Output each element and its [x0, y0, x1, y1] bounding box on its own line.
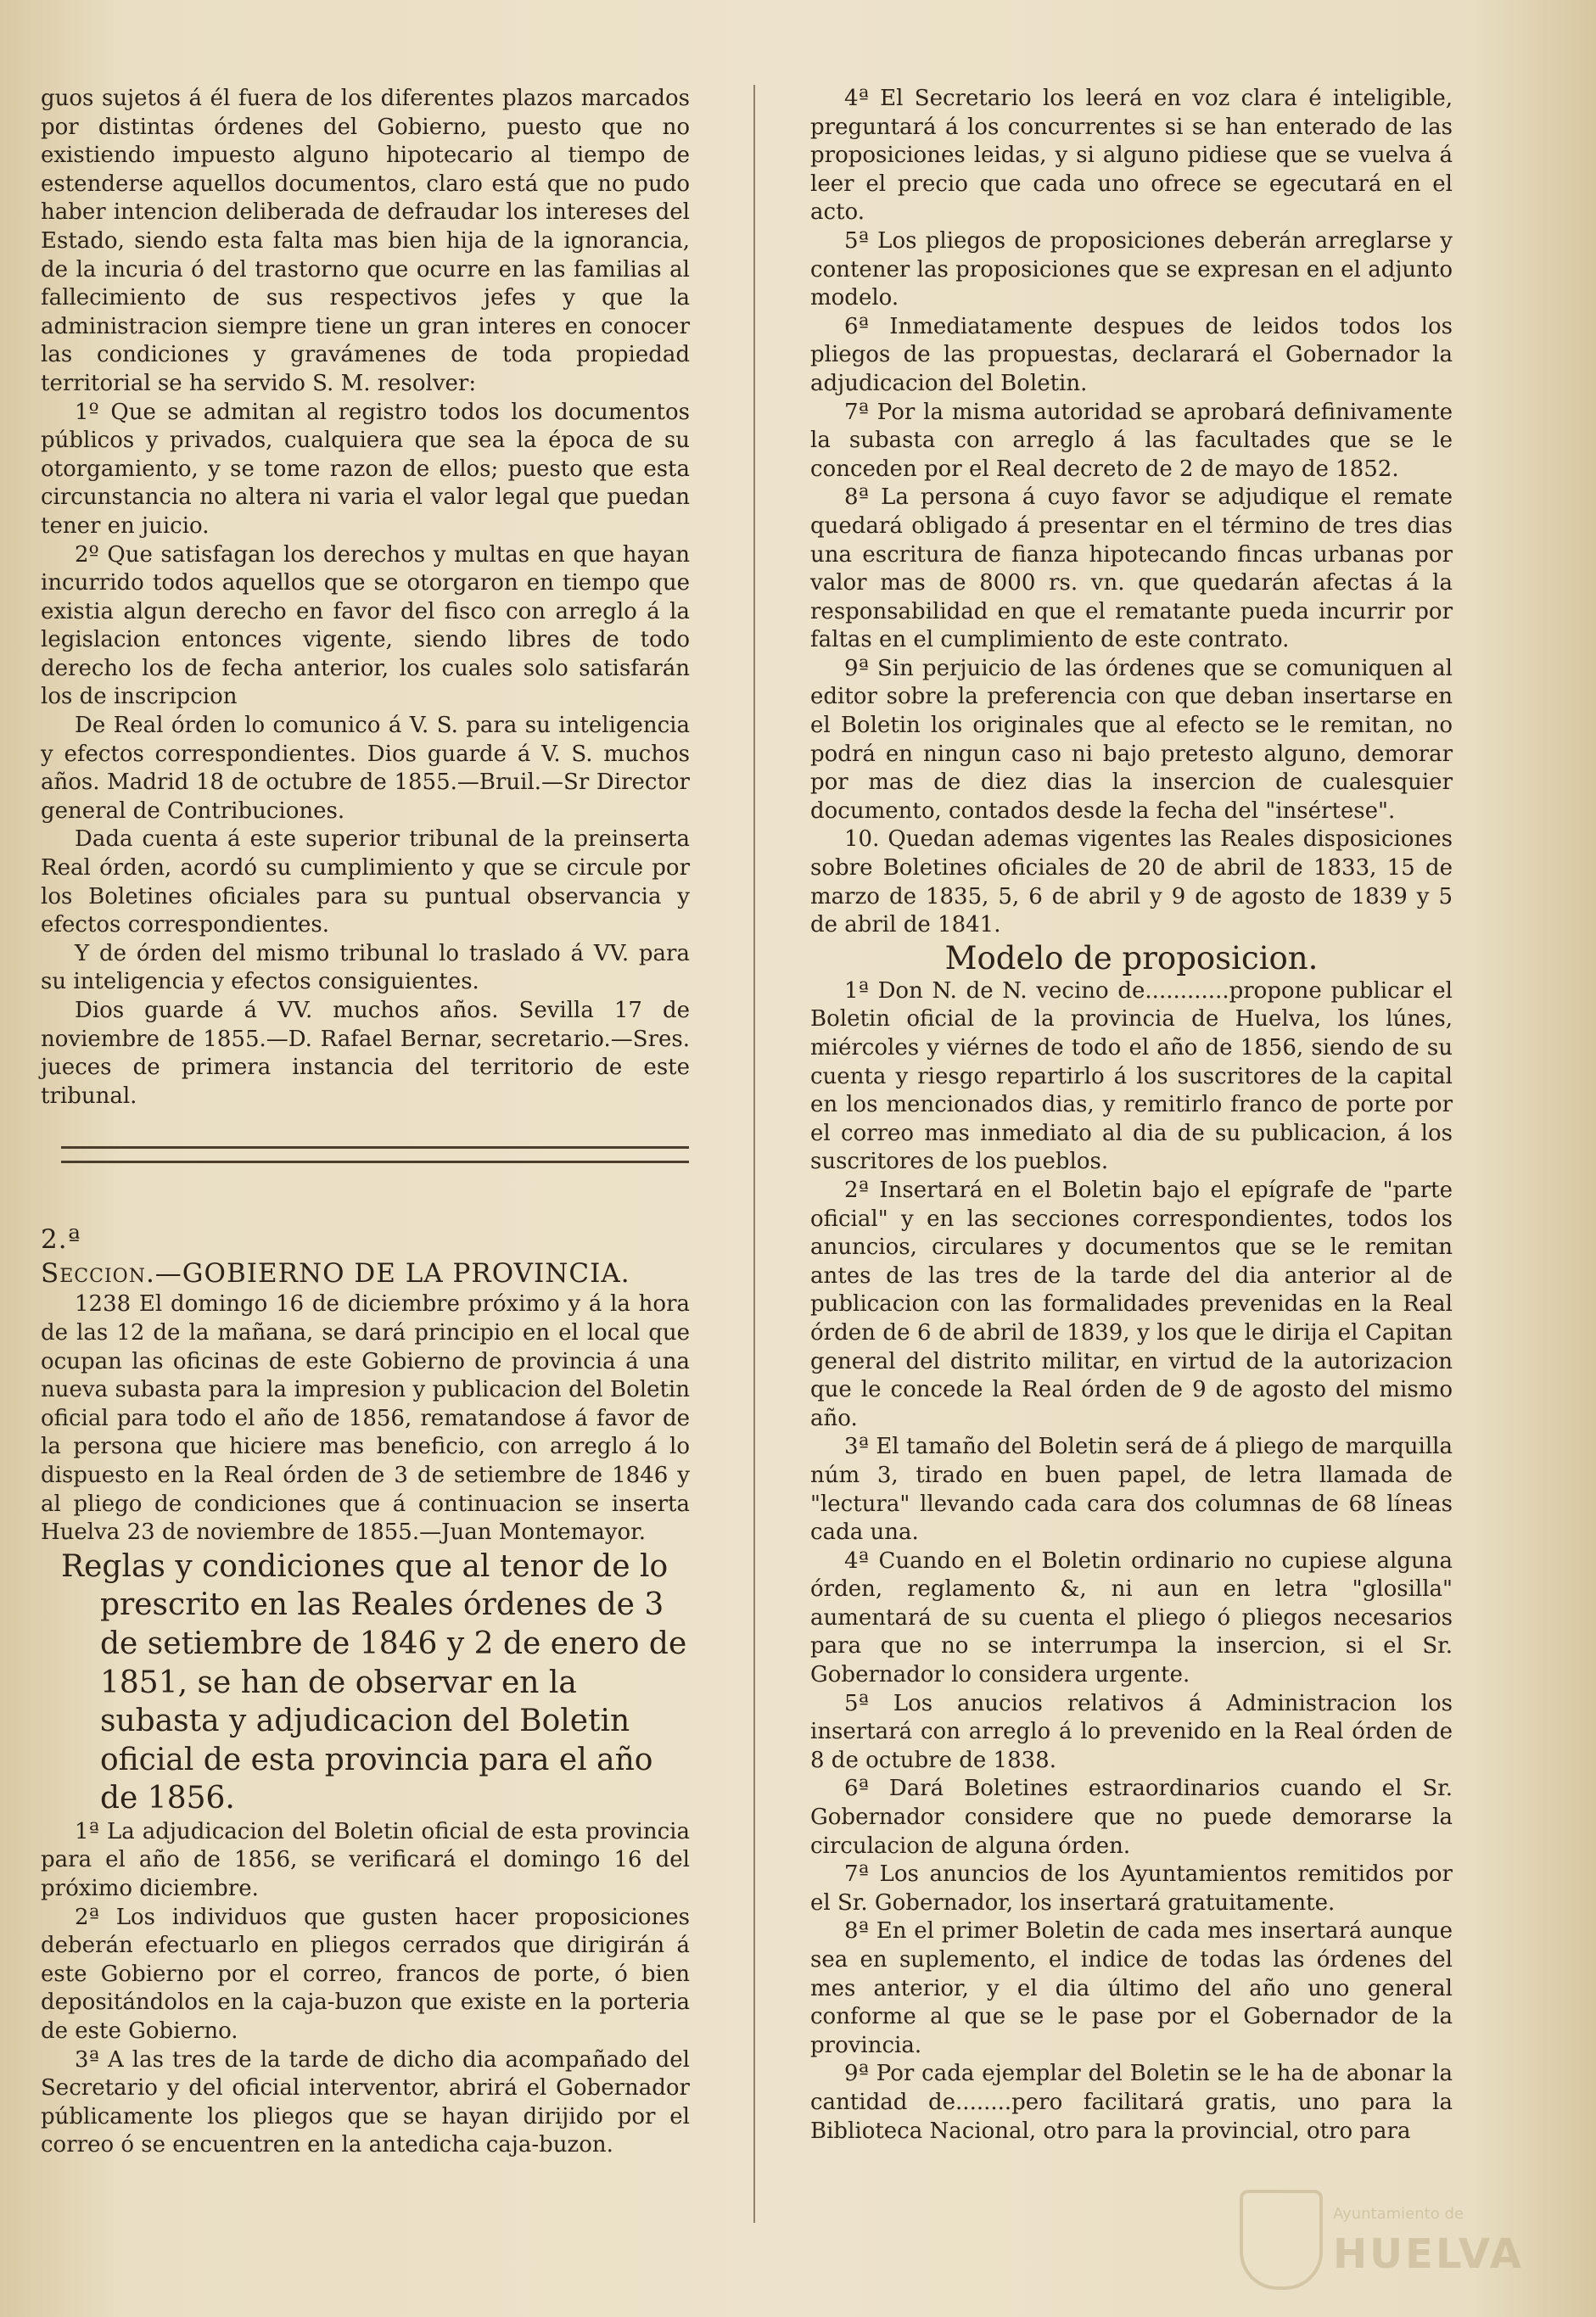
model-heading: Modelo de proposicion.	[944, 939, 1319, 977]
section-number: 2.ª	[41, 1224, 81, 1256]
rule-item: 1ª La adjudicacion del Boletin oficial de esta provincia para el año de 1856, se verificará el domingo 16 del próximo diciembre.	[41, 1818, 690, 1902]
rule-item: 2ª Los individuos que gusten hacer proposiciones deberán efectuarlo en pliegos cerrados que dirigirán á este Gobierno por el correo, francos de porte, ó bien depositándolos en la caja-buzon que existe en la porteria de este Gobierno.	[41, 1904, 690, 2045]
paragraph: De Real órden lo comunico á V. S. para su inteligencia y efectos correspondientes. Dios guarde á V. S. muchos años. Madrid 18 de octubre de 1855.—Bruil.—Sr Director general de Contribuciones.	[41, 713, 690, 824]
section-label: Seccion.	[41, 1258, 155, 1290]
column-divider	[753, 85, 755, 2223]
section-divider	[61, 1146, 689, 1163]
rules-heading: Reglas y condiciones que al tenor de lo prescrito en las Reales órdenes de 3 de setiembre de 1846 y 2 de enero de 1851, se han de observar en la subasta y adjudicacion del Boletin oficial de esta provincia para el año de 1856.	[61, 1548, 687, 1816]
paragraph: Y de órden del mismo tribunal lo traslado á VV. para su inteligencia y efectos consiguientes.	[41, 940, 690, 995]
paragraph: 2º Que satisfagan los derechos y multas en que hayan incurrido todos aquellos que se otorgaron en tiempo que existia algun derecho en favor del fisco con arreglo á la legislacion entonces vigente, siendo libres de todo derecho los de fecha anterior, los cuales solo satisfarán los de inscripcion	[41, 541, 690, 710]
rule-item: 3ª A las tres de la tarde de dicho dia acompañado del Secretario y del oficial interventor, abrirá el Gobernador públicamente los pliegos que se hayan dirijido por el correo ó se encuentren en la antedicha caja-buzon.	[41, 2046, 690, 2158]
rule-item: 6ª Inmediatamente despues de leidos todos los pliegos de las propuestas, declarará el Gobernador la adjudicacion del Boletin.	[810, 313, 1453, 396]
rule-item: 4ª El Secretario los leerá en voz clara é inteligible, preguntará á los concurrentes si se han enterado de las proposiciones leidas, y si alguno pidiese que se vuelva á leer el precio que cada uno ofrece se egecutará en el acto.	[810, 86, 1453, 226]
rule-item: 7ª Por la misma autoridad se aprobará definivamente la subasta con arreglo á las facultades que se le conceden por el Real decreto de 2 de mayo de 1852.	[810, 399, 1453, 482]
model-item: 8ª En el primer Boletin de cada mes insertará aunque sea en suplemento, el indice de todas las órdenes del mes anterior, y el dia último del año uno general conforme al que se le pase por el Gobernador de la provincia.	[810, 1918, 1453, 2058]
watermark-large-text: HUELVA	[1333, 2230, 1524, 2278]
model-item: 6ª Dará Boletines estraordinarios cuando el Sr. Gobernador considere que no puede demorarse la circulacion de alguna órden.	[810, 1776, 1453, 1859]
watermark-small-text: Ayuntamiento de	[1333, 2205, 1464, 2223]
coat-of-arms-icon	[1240, 2190, 1323, 2290]
paragraph: 1º Que se admitan al registro todos los documentos públicos y privados, cualquiera que sea la época de su otorgamiento, y se tome razon de ellos; puesto que esta circunstancia no altera ni varia el valor legal que puedan tener en juicio.	[41, 399, 690, 539]
paragraph: Dada cuenta á este superior tribunal de la preinserta Real órden, acordó su cumplimiento y que se circule por los Boletines oficiales para su puntual observancia y efectos correspondientes.	[41, 826, 690, 938]
left-column	[41, 85, 690, 2160]
model-item: 2ª Insertará en el Boletin bajo el epígrafe de "parte oficial" y en las secciones correspondientes, todos los anuncios, circulares y documentos que se le remitan antes de las tres de la tarde del dia anterior al de publicacion con las formalidades prevenidas en la Real órden de 6 de abril de 1839, y los que le dirija el Capitan general del distrito militar, en virtud de la autorizacion que le concede la Real órden de 9 de agosto del mismo año.	[810, 1177, 1453, 1431]
rule-item: 5ª Los pliegos de proposiciones deberán arreglarse y contener las proposiciones que se expresan en el adjunto modelo.	[810, 227, 1453, 311]
rule-item: 10. Quedan ademas vigentes las Reales disposiciones sobre Boletines oficiales de 20 de abril de 1833, 15 de marzo de 1835, 5, 6 de abril y 9 de agosto de 1839 y 5 de abril de 1841.	[810, 826, 1453, 938]
model-item: 5ª Los anucios relativos á Administracion los insertará con arreglo á lo prevenido en la Real órden de 8 de octubre de 1838.	[810, 1690, 1453, 1773]
announcement-paragraph: 1238 El domingo 16 de diciembre próximo y á la hora de las 12 de la mañana, se dará principio en el local que ocupan las oficinas de este Gobierno de provincia á una nueva subasta para la impresion y publicacion del Boletin oficial para todo el año de 1856, rematandose á favor de la persona que hiciere mas beneficio, con arreglo á lo dispuesto en la Real órden de 3 de setiembre de 1846 y al pliego de condiciones que á continuacion se inserta Huelva 23 de noviembre de 1855.—Juan Montemayor.	[41, 1291, 690, 1546]
right-column	[810, 85, 1453, 2146]
model-item: 3ª El tamaño del Boletin será de á pliego de marquilla núm 3, tirado en buen papel, de letra llamada de "lectura" llevando cada cara dos columnas de 68 líneas cada una.	[810, 1434, 1453, 1546]
section-heading	[41, 1189, 690, 1290]
archive-watermark	[1240, 2190, 1524, 2292]
paragraph: Dios guarde á VV. muchos años. Sevilla 17 de noviembre de 1855.—D. Rafael Bernar, secretario.—Sres. jueces de primera instancia del territorio de este tribunal.	[41, 998, 690, 1109]
model-item: 9ª Por cada ejemplar del Boletin se le ha de abonar la cantidad de........pero facilitará gratis, uno para la Biblioteca Nacional, otro para la provincial, otro para	[810, 2061, 1453, 2144]
continuation-paragraph: guos sujetos á él fuera de los diferentes plazos marcados por distintas órdenes del Gobierno, puesto que no existiendo impuesto alguno hipotecario al tiempo de estenderse aquellos documentos, claro está que no pudo haber intencion deliberada de defraudar los intereses del Estado, siendo esta falta mas bien hija de la ignorancia, de la incuria ó del trastorno que ocurre en las familias al fallecimiento de sus respectivos jefes y que la administracion siempre tiene un gran interes en conocer las condiciones y gravámenes de toda propiedad territorial se ha servido S. M. resolver:	[41, 86, 690, 396]
section-title: —GOBIERNO DE LA PROVINCIA.	[154, 1258, 630, 1290]
model-item: 7ª Los anuncios de los Ayuntamientos remitidos por el Sr. Gobernador, los insertará gratuitamente.	[810, 1861, 1453, 1916]
model-item: 4ª Cuando en el Boletin ordinario no cupiese alguna órden, reglamento &, ni aun en letra "glosilla" aumentará de su cuenta el pliego ó pliegos necesarios para que no se interrumpa la insercion, si el Sr. Gobernador lo considera urgente.	[810, 1547, 1453, 1688]
rule-item: 8ª La persona á cuyo favor se adjudique el remate quedará obligado á presentar en el término de tres dias una escritura de fianza hipotecando fincas urbanas por valor mas de 8000 rs. vn. que quedarán afectas á la responsabilidad en que el rematante pueda incurrir por faltas en el cumplimiento de este contrato.	[810, 484, 1453, 653]
model-item: 1ª Don N. de N. vecino de............propone publicar el Boletin oficial de la provincia de Huelva, los lúnes, miércoles y viérnes de todo el año de 1856, siendo de su cuenta y riesgo repartirlo á los suscritores de la capital en los mencionados dias, y remitirlo franco de porte por el correo mas inmediato al dia de su publicacion, á los suscritores de los pueblos.	[810, 977, 1453, 1175]
rule-item: 9ª Sin perjuicio de las órdenes que se comuniquen al editor sobre la preferencia con que deban insertarse en el Boletin los originales que al efecto se le remitan, no podrá en ningun caso ni bajo pretesto alguno, demorar por mas de diez dias la insercion de cualesquier documento, contados desde la fecha del "insértese".	[810, 655, 1453, 824]
